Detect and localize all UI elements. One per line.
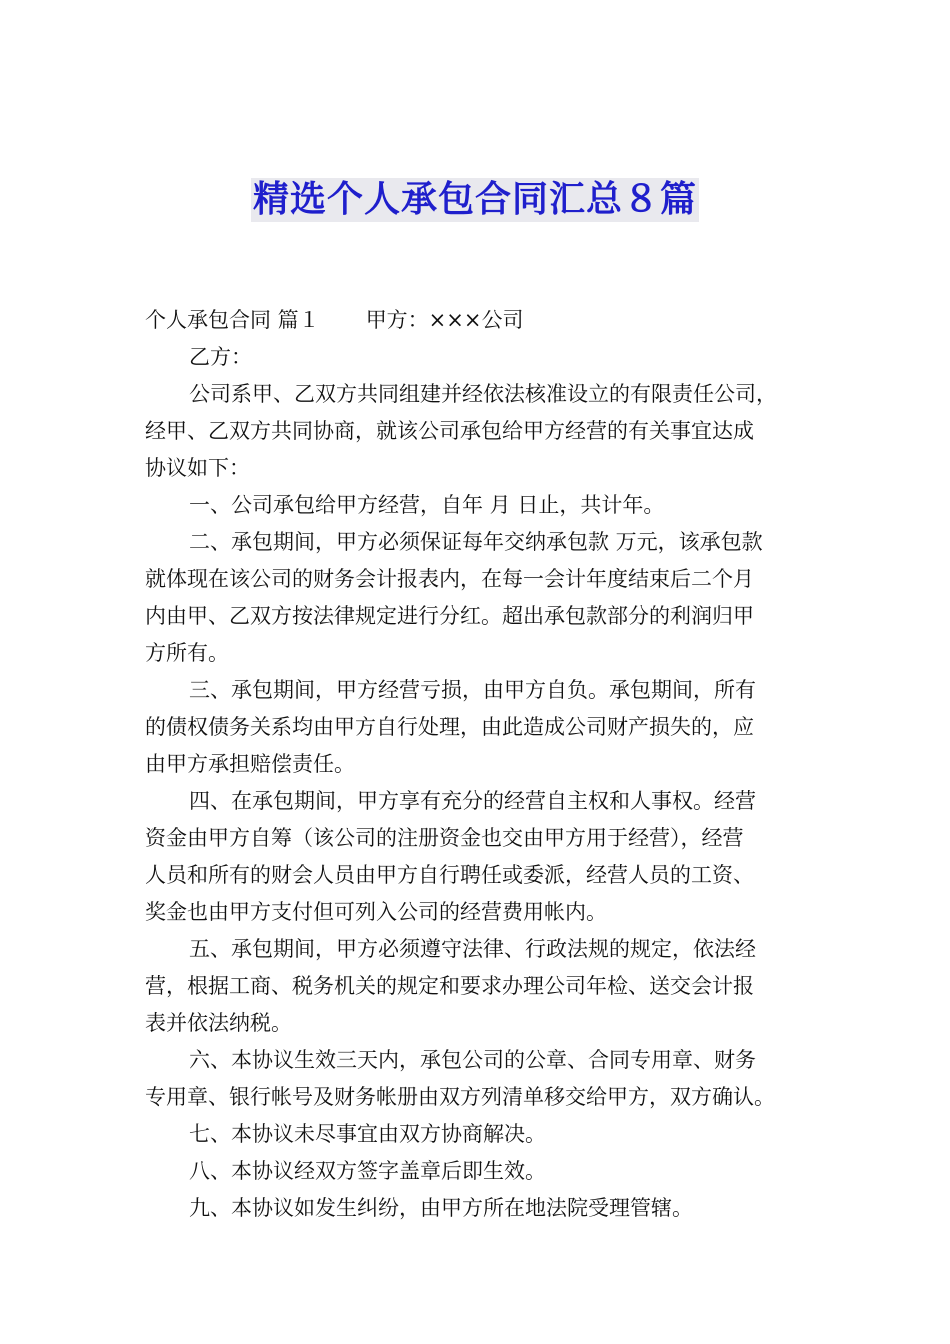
text-line: 四、在承包期间，甲方享有充分的经营自主权和人事权。经营 [189, 789, 756, 813]
text-line: 七、本协议未尽事宜由双方协商解决。 [189, 1122, 546, 1146]
text-line: 人员和所有的财会人员由甲方自行聘任或委派，经营人员的工资、 [145, 863, 754, 887]
party-a: 甲方：×××公司 [365, 308, 524, 332]
text-line: 奖金也由甲方支付但可列入公司的经营费用帐内。 [145, 900, 607, 924]
title-container [0, 178, 950, 222]
text-line: 就体现在该公司的财务会计报表内，在每一会计年度结束后二个月 [145, 567, 754, 591]
section-heading-line [145, 302, 810, 339]
text-line: 八、本协议经双方签字盖章后即生效。 [189, 1159, 546, 1183]
text-line: 五、承包期间，甲方必须遵守法律、行政法规的规定，依法经 [189, 937, 756, 961]
text-line: 一、公司承包给甲方经营，自年 月 日止，共计年。 [189, 493, 665, 517]
text-line: 二、承包期间，甲方必须保证每年交纳承包款 万元，该承包款 [189, 530, 763, 554]
text-line: 六、本协议生效三天内，承包公司的公章、合同专用章、财务 [189, 1048, 756, 1072]
text-line: 公司系甲、乙双方共同组建并经依法核准设立的有限责任公司， [189, 382, 777, 406]
text-line: 经甲、乙双方共同协商，就该公司承包给甲方经营的有关事宜达成 [145, 419, 754, 443]
text-line: 乙方： [189, 345, 252, 369]
text-line: 由甲方承担赔偿责任。 [145, 752, 355, 776]
text-line: 九、本协议如发生纠纷，由甲方所在地法院受理管辖。 [189, 1196, 693, 1220]
text-line: 表并依法纳税。 [145, 1011, 292, 1035]
text-line: 资金由甲方自筹（该公司的注册资金也交由甲方用于经营），经营 [145, 826, 744, 850]
text-line: 营，根据工商、税务机关的规定和要求办理公司年检、送交会计报 [145, 974, 754, 998]
text-line: 三、承包期间，甲方经营亏损，由甲方自负。承包期间，所有 [189, 678, 756, 702]
text-line: 专用章、银行帐号及财务帐册由双方列清单移交给甲方，双方确认。 [145, 1085, 775, 1109]
section-heading: 个人承包合同 篇１ [145, 308, 320, 332]
text-line: 内由甲、乙双方按法律规定进行分红。超出承包款部分的利润归甲 [145, 604, 754, 628]
text-line: 的债权债务关系均由甲方自行处理，由此造成公司财产损失的，应 [145, 715, 754, 739]
text-line: 协议如下： [145, 456, 250, 480]
text-line: 方所有。 [145, 641, 229, 665]
document-title: 精选个人承包合同汇总８篇 [252, 179, 697, 220]
document-body [145, 302, 810, 1227]
